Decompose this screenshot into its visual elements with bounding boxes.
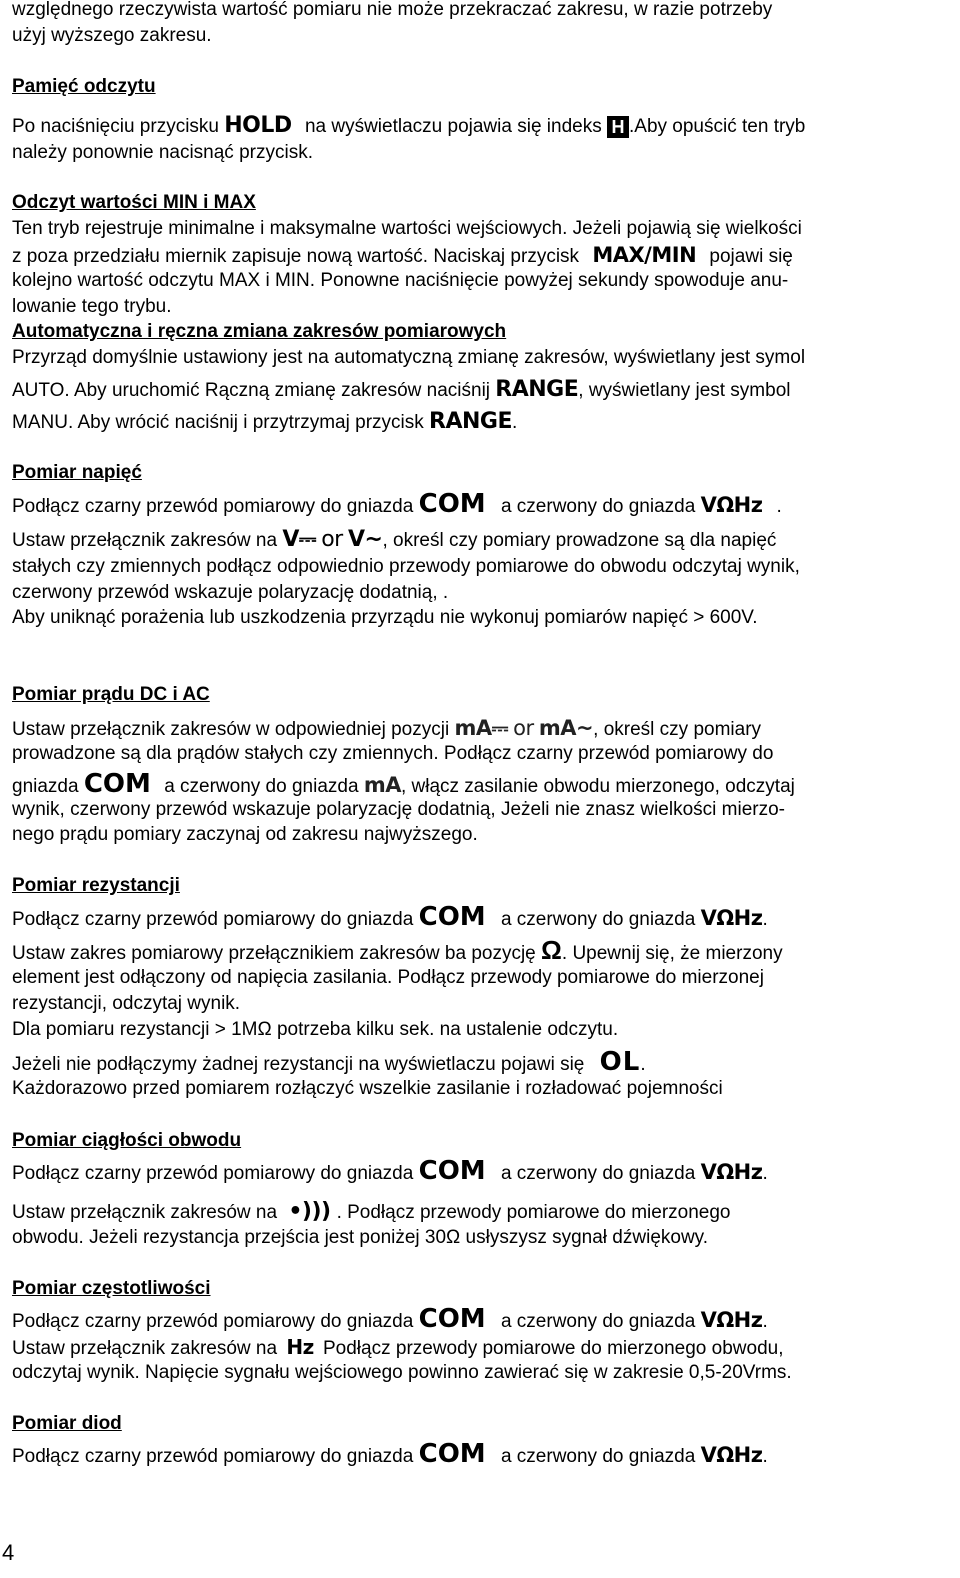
vohz-socket-symbol: VΩHz [700, 906, 763, 930]
voltage-line-4: czerwony przewód wskazuje polaryzację dodatnią, . [12, 582, 449, 603]
text: a czerwony do gniazda [500, 496, 696, 517]
text: a czerwony do gniazda [500, 1311, 696, 1332]
minmax-line-2 [12, 243, 793, 267]
text: . [762, 1163, 768, 1184]
range-line-2 [12, 378, 791, 402]
text: gniazda [12, 776, 79, 797]
text: , określ czy pomiary [593, 719, 762, 740]
text: Podłącz czarny przewód pomiarowy do gniazda [12, 496, 414, 517]
resistance-line-6 [12, 1047, 646, 1077]
or-symbol: or [513, 716, 534, 740]
text: Podłącz czarny przewód pomiarowy do gniazda [12, 909, 414, 930]
text: Ustaw przełącznik zakresów na [12, 1202, 278, 1223]
current-line-2: prowadzone są dla prądów stałych czy zmiennych. Podłącz czarny przewód pomiarowy do [12, 743, 774, 764]
hold-indicator-icon: H [607, 116, 629, 138]
com-socket-symbol: COM [418, 1439, 486, 1469]
resistance-line-5: Dla pomiaru rezystancji > 1MΩ potrzeba kilku sek. na ustalenie odczytu. [12, 1019, 619, 1040]
range-line-1: Przyrząd domyślnie ustawiony jest na automatyczną zmianę zakresów, wyświetlany jest symol [12, 347, 806, 368]
resistance-line-1 [12, 902, 768, 932]
text: . Podłącz przewody pomiarowe do mierzonego [336, 1202, 731, 1223]
heading-minmax: Odczyt wartości MIN i MAX [12, 192, 256, 213]
current-line-5: nego prądu pomiary zaczynaj od zakresu najwyższego. [12, 824, 478, 845]
hz-symbol: Hz [286, 1335, 314, 1359]
text: Podłącz czarny przewód pomiarowy do gniazda [12, 1446, 414, 1467]
diode-line-1 [12, 1439, 768, 1469]
maxmin-button-symbol: MAX/MIN [592, 243, 697, 267]
voltage-line-2 [12, 528, 776, 552]
resistance-line-3: element jest odłączony od napięcia zasilania. Podłącz przewody pomiarowe do mierzonej [12, 967, 764, 988]
text: . [762, 909, 768, 930]
text: , określ czy pomiary prowadzone są dla napięć [382, 530, 777, 551]
hold-button-symbol: HOLD [224, 113, 292, 138]
minmax-line-4: lowanie tego trybu. [12, 296, 172, 317]
resistance-line-2 [12, 935, 783, 965]
frequency-line-2 [12, 1335, 783, 1359]
heading-continuity: Pomiar ciągłości obwodu [12, 1130, 242, 1151]
text: MANU. Aby wrócić naciśnij i przytrzymaj przycisk [12, 412, 424, 433]
com-socket-symbol: COM [418, 1156, 486, 1186]
text: . [762, 1311, 768, 1332]
ma-dc-symbol: mA⎓ [454, 716, 508, 740]
text: Ustaw przełącznik zakresów na [12, 530, 278, 551]
heading-hold: Pamięć odczytu [12, 76, 156, 97]
heading-diode: Pomiar diod [12, 1413, 122, 1434]
text: Podłącz przewody pomiarowe do mierzonego obwodu, [323, 1338, 784, 1359]
resistance-line-7: Każdorazowo przed pomiarem rozłączyć wszelkie zasilanie i rozładować pojemności [12, 1078, 723, 1099]
frequency-line-3: odczytaj wynik. Napięcie sygnału wejściowego powinno zawierać się w zakresie 0,5-20Vrms. [12, 1362, 792, 1383]
com-socket-symbol: COM [83, 769, 151, 799]
continuity-line-1 [12, 1156, 768, 1186]
heading-frequency: Pomiar częstotliwości [12, 1278, 211, 1299]
text: . [640, 1054, 646, 1075]
com-socket-symbol: COM [418, 489, 486, 519]
text: Podłącz czarny przewód pomiarowy do gniazda [12, 1311, 414, 1332]
text: . [512, 412, 518, 433]
text: a czerwony do gniazda [500, 1163, 696, 1184]
text: a czerwony do gniazda [164, 776, 359, 797]
text: . Upewnij się, że mierzony [561, 943, 783, 964]
text: . [776, 496, 782, 517]
v-ac-symbol: V~ [348, 527, 383, 552]
voltage-line-5: Aby uniknąć porażenia lub uszkodzenia przyrządu nie wykonuj pomiarów napięć > 600V. [12, 607, 758, 628]
v-dc-symbol: V⎓ [282, 527, 316, 552]
hold-line-1 [12, 114, 805, 138]
vohz-socket-symbol: VΩHz [700, 1160, 763, 1184]
ol-display-symbol: OL [599, 1047, 641, 1077]
intro-line-2: użyj wyższego zakresu. [12, 25, 212, 46]
vohz-socket-symbol: VΩHz [700, 493, 763, 517]
range-button-symbol: RANGE [429, 409, 512, 434]
resistance-line-4: rezystancji, odczytaj wynik. [12, 993, 241, 1014]
text: Po naciśnięciu przycisku [12, 116, 219, 137]
text: AUTO. Aby uruchomić Rączną zmianę zakresów naciśnij [12, 380, 491, 401]
text: Ustaw zakres pomiarowy przełącznikiem zakresów ba pozycję [12, 943, 536, 964]
text: z poza przedziału miernik zapisuje nową wartość. Naciskaj przycisk [12, 246, 580, 267]
text: Jeżeli nie podłączymy żadnej rezystancji na wyświetlaczu pojawi się [12, 1054, 585, 1075]
minmax-line-3: kolejno wartość odczytu MAX i MIN. Ponowne naciśnięcie powyżej sekundy spowoduje anu- [12, 270, 789, 291]
sound-continuity-icon: •))) [288, 1199, 331, 1224]
ma-ac-symbol: mA~ [538, 716, 594, 740]
heading-voltage: Pomiar napięć [12, 462, 142, 483]
range-button-symbol: RANGE [495, 377, 579, 402]
ma-socket-symbol: mA [363, 773, 401, 797]
com-socket-symbol: COM [418, 1304, 486, 1334]
continuity-line-2 [12, 1200, 731, 1224]
vohz-socket-symbol: VΩHz [700, 1308, 763, 1332]
text: na wyświetlaczu pojawia się indeks [304, 116, 602, 137]
text: .Aby opuścić ten tryb [629, 116, 806, 137]
or-symbol: or [321, 527, 343, 552]
text: , włącz zasilanie obwodu mierzonego, odczytaj [400, 776, 795, 797]
current-line-1 [12, 716, 761, 740]
continuity-line-3: obwodu. Jeżeli rezystancja przejścia jest poniżej 30Ω usłyszysz sygnał dźwiękowy. [12, 1227, 709, 1248]
current-line-4: wynik, czerwony przewód wskazuje polaryzację dodatnią, Jeżeli nie znasz wielkości mierzo- [12, 799, 785, 820]
text: , wyświetlany jest symbol [578, 380, 791, 401]
voltage-line-1 [12, 489, 782, 519]
text: Ustaw przełącznik zakresów na [12, 1338, 278, 1359]
text: Ustaw przełącznik zakresów w odpowiedniej pozycji [12, 719, 450, 740]
heading-range: Automatyczna i ręczna zmiana zakresów pomiarowych [12, 321, 507, 342]
com-socket-symbol: COM [418, 902, 486, 932]
text: . [762, 1446, 768, 1467]
range-line-3 [12, 410, 517, 434]
minmax-line-1: Ten tryb rejestruje minimalne i maksymalne wartości wejściowych. Jeżeli pojawią się wielkości [12, 218, 802, 239]
heading-current: Pomiar prądu DC i AC [12, 684, 210, 705]
page-number: 4 [2, 1540, 15, 1565]
text: a czerwony do gniazda [500, 1446, 696, 1467]
voltage-line-3: stałych czy zmiennych podłącz odpowiednio przewody pomiarowe do obwodu odczytaj wynik, [12, 556, 800, 577]
omega-symbol: Ω [541, 935, 562, 965]
frequency-line-1 [12, 1304, 768, 1334]
text: pojawi się [709, 246, 793, 267]
text: a czerwony do gniazda [500, 909, 696, 930]
heading-resistance: Pomiar rezystancji [12, 875, 180, 896]
intro-line-1: względnego rzeczywista wartość pomiaru nie może przekraczać zakresu, w razie potrzeby [12, 0, 773, 20]
hold-line-2: należy ponownie nacisnąć przycisk. [12, 142, 313, 163]
vohz-socket-symbol: VΩHz [700, 1443, 763, 1467]
current-line-3 [12, 769, 795, 799]
text: Podłącz czarny przewód pomiarowy do gniazda [12, 1163, 414, 1184]
